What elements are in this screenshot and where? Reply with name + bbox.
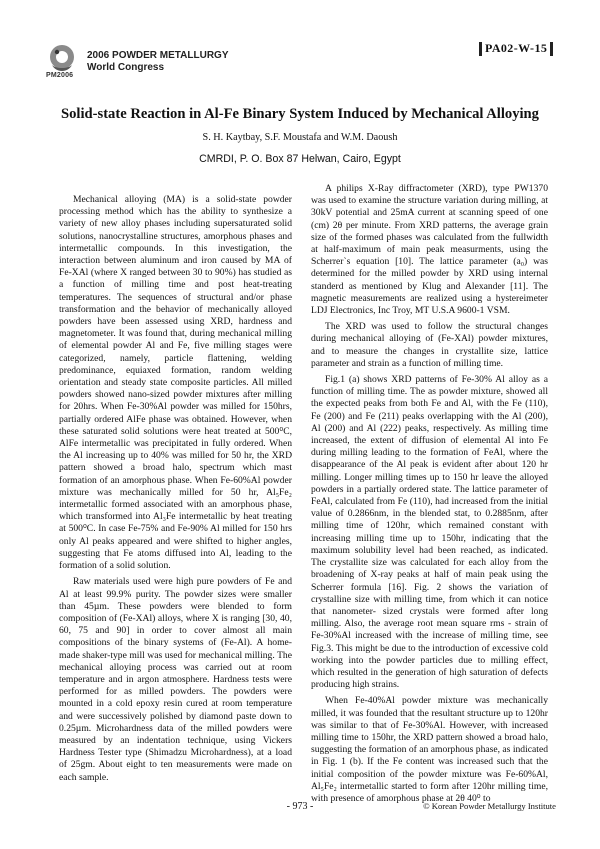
- left-paragraph-1: Mechanical alloying (MA) is a solid-state powder processing method which has the ability to synthesize a variety of new alloy phases including supersaturated solid solutions, nanocrystalline structures, amorphous phases and intermetallic compounds. In this investigation, the interaction between aluminum and iron caused by MA of Fe-XAl (where X ranged between 30 to 90%) has studied as a function of milling time and post heat-treating temperatures. The sequences of structural and/or phase transformation and the behavior of mechanically alloyed powders have been assessed using XRD, hardness and magnetometer. It was found that, during mechanical milling of elemental powder Al and Fe, five milling stages were categorized, namely, particle flattening, welding predominance, equiaxed formation, random welding orientation and steady state composite particles. All milled powders showed nano-sized powder mixtures after milling for 20hrs. When Fe-30%Al powder was milled for 150hrs, partially ordered AlFe phase was obtained. However, when these saturated solid solutions were heat treated at 500⁰C, AlFe intermetallic was precipitated in fully ordered. When the Al increasing up to 40% was milled for 50 hr, the XRD pattern showed a broad halo, spectrum which mast formation of an amorphous phase. When Fe-60%Al powder mixture was mechanically milled for 50 hr, Al₅Fe₂ intermetallic formed associated with an amorphous phase, which transformed into Al₃Fe intermetallic by heat treating at 500⁰C. In case Fe-75% and Fe-90% Al milled for 150 hrs only Al peaks appeared and were shifted to higher angles, suggesting that Fe atoms diffused into Al, leading to the formation of a solid solution.: [59, 194, 292, 572]
- right-paragraph-1: A philips X-Ray diffractometer (XRD), type PW1370 was used to examine the structure variation during milling, at 30kV potential and 25mA current at scanning speed of one (cm) 2θ per minute. From XRD patterns, the average grain size of the formed phases was calculated from the fullwidth at half-maximum of main peak measurments, using the Scherrer`s equation [10]. The lattice parameter (a₀) was determined for the milled powder by XRD using internal standerd as mentioned by Klug and Alexander [11]. The magnetic measurements are realized using a hystereimeter LDJ Electronics, Inc Troy, MT U.S.A 9600-1 VSM.: [311, 183, 548, 317]
- paper-affiliation: CMRDI, P. O. Box 87 Helwan, Cairo, Egypt: [199, 153, 401, 165]
- conference-name: [87, 50, 229, 74]
- right-paragraph-4: When Fe-40%Al powder mixture was mechanically milled, it was founded that the resultant structure up to 120hr was similar to that of Fe-30%Al. However, with increased milling time to 150hr, the XRD pattern showed a broad halo, suggesting the formation of an amorphous phase, as indicated in Fig. 1 (b). If the Fe content was increased such that the initial composition of the powder mixture was Fe-60%Al, Al₅Fe₂ intermetallic started to form after 120hr milling time, with presence of amorphous phase at 2θ 40⁰ to: [311, 695, 548, 804]
- conference-line-2: World Congress: [87, 62, 165, 73]
- page-number: - 973 -: [286, 801, 314, 812]
- left-column: [59, 183, 292, 788]
- conference-line-1: 2006 POWDER METALLURGY: [87, 50, 229, 61]
- logo-label: PM2006: [46, 72, 74, 79]
- right-paragraph-3: Fig.1 (a) shows XRD patterns of Fe-30% Al alloy as a function of milling time. The as powder mixture, showed all the expected peaks from both Fe and Al, with the Fe (110), Fe (200) and Fe (211) peaks overlapping with the Al (200), Al (200) and Al (222) peaks, respectively. As milling time increased, the extent of diffusion of elemental Al into Fe during milling leading to the formation of FeAl, where the disappearance of the Al peak is evident after about 120 hr milling. Longer milling times up to 150 hr leave the alloyed powders in a partially ordered state. The lattice parameter of FeAl, calculated from Fe (110), had increased from the initial value of 0.2866nm, in the blended stat, to 0.2885nm, after milling time of 120hr, which remained constant with increasing milling time up to 150hr, indicating that the maximum solubility level had been reached, as indicated. The crystallite size was calculated for each alloy from the broadening of X-ray peaks at half of main peak using the Scherrer formula [16]. Fig. 2 shows the variation of crystalline size with milling time, from which it can notice that nanometer- sized crystals were formed after long milling. Also, the average root mean square rms - strain of Fe-30%Al increased with the increase of milling time, see Fig.3. This might be due to the introduction of excessive cold working into the powder particles due to milling effect, which resulted in the generation of high saturation of defects producing high strains.: [311, 374, 548, 691]
- paper-code-box: [479, 41, 553, 56]
- right-column: [311, 183, 548, 809]
- code-bar-right: [550, 42, 553, 56]
- right-paragraph-2: The XRD was used to follow the structural changes during mechanical alloying of (Fe-XAl) powder mixtures, and to measure the changes in crystallite size, lattice parameter and strain as a function of milling time.: [311, 321, 548, 369]
- copyright-notice: © Korean Powder Metallurgy Institute: [423, 801, 556, 811]
- paper-title: Solid-state Reaction in Al-Fe Binary System Induced by Mechanical Alloying: [61, 106, 539, 122]
- paper-authors: S. H. Kaytbay, S.F. Moustafa and W.M. Daoush: [202, 132, 398, 143]
- left-paragraph-2: Raw materials used were high pure powders of Fe and Al at least 99.9% purity. The powder sizes were smaller than 45µm. These powders were blended to form composition of (Fe-XAl) alloys, where X is ranging [30, 40, 60, 75 and 90] in order to cover almost all main compositions of the binary systems of (Fe-Al). A home-made shaker-type mill was used for mechanical milling. The mechanical alloying process was carried out at room temperature and in argon atmosphere. Hardness tests were performed for as milled powders. The powders were mounted in a cold epoxy resin cured at room temperature and were successively polished by diamond paste down to 0.25µm. Microhardness data of the milled powders were measured by an indentation technique, using Vickers Hardness Tester type (Shimadzu Microhardness), at a load of 25gm. About eight to ten measurements were made on each sample.: [59, 576, 292, 783]
- paper-code: PA02-W-15: [485, 41, 548, 55]
- code-bar-left: [479, 42, 482, 56]
